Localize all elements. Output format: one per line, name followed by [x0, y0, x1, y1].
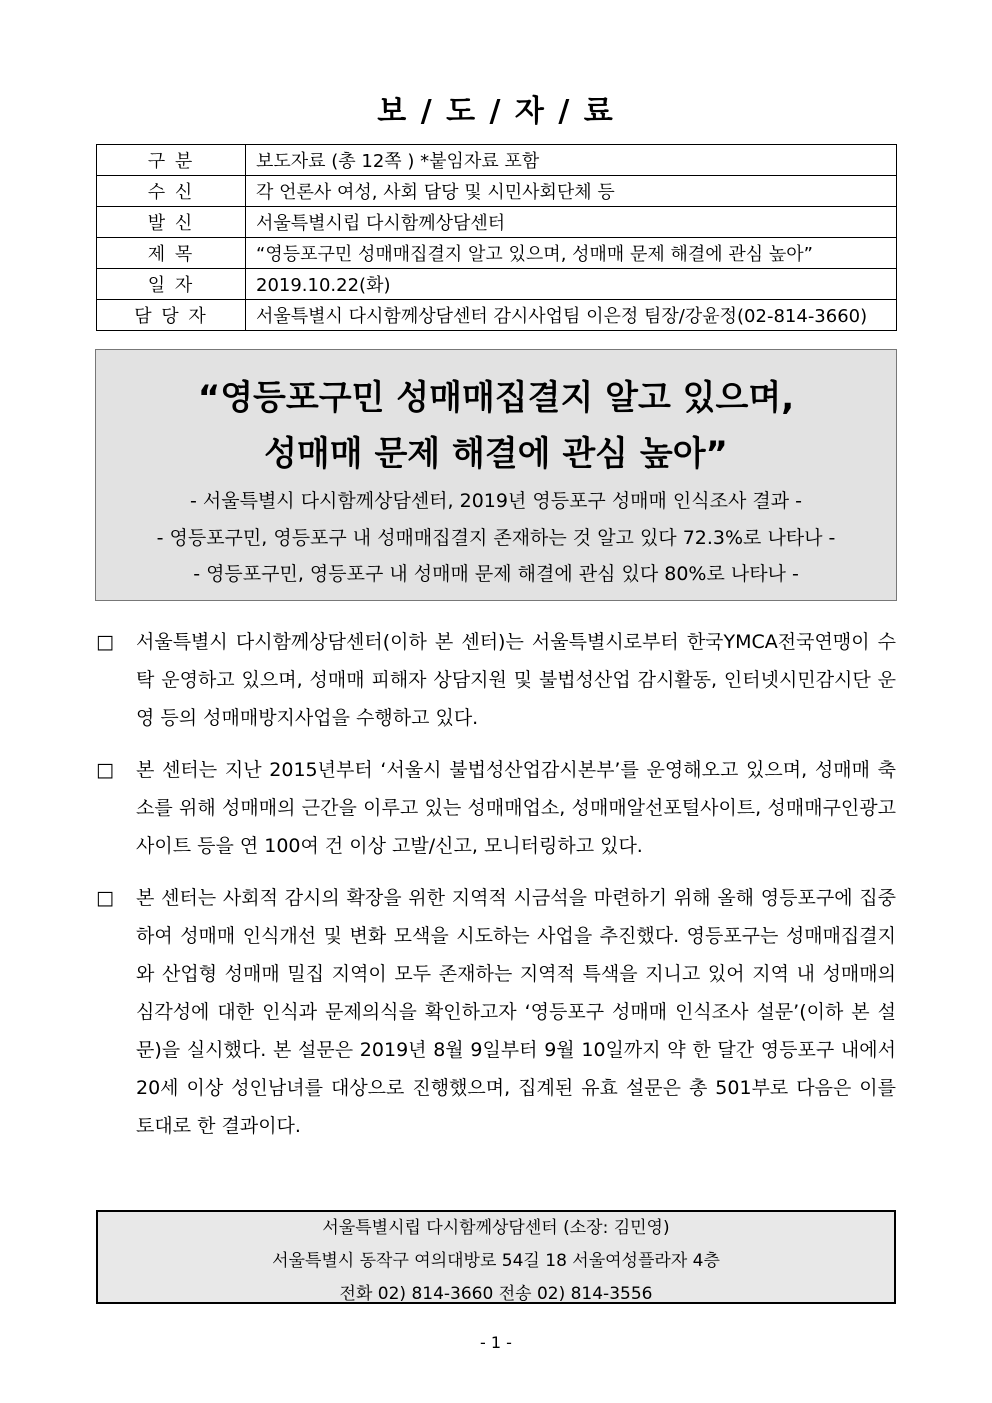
table-row [97, 145, 897, 176]
subheadline: - 서울특별시 다시함께상담센터, 2019년 영등포구 성매매 인식조사 결과 - [190, 490, 802, 512]
meta-value: 서울특별시 다시함께상담센터 감시사업팀 이은정 팀장/강윤정(02-814-3660) [246, 300, 897, 331]
paragraph-text: 본 센터는 사회적 감시의 확장을 위한 지역적 시금석을 마련하기 위해 올해 영등포구에 집중하여 성매매 인식개선 및 변화 모색을 시도하는 사업을 추진했다. 영등포구는 성매매집결지와 산업형 성매매 밀집 지역이 모두 존재하는 지역적 특색을 지니고 있어 지역 내 성매매의 심각성에 대한 인식과 문제의식을 확인하고자 ‘영등포구 성매매 인식조사 설문’(이하 본 설문)을 실시했다. 본 설문은 2019년 8월 9일부터 9월 10일까지 약 한 달간 영등포구 내에서 20세 이상 성인남녀를 대상으로 진행했으며, 집계된 유효 설문은 총 501부로 다음은 이를 토대로 한 결과이다. [136, 887, 896, 1137]
meta-key: 일 자 [97, 269, 246, 300]
table-row [97, 207, 897, 238]
paragraph-text: 서울특별시 다시함께상담센터(이하 본 센터)는 서울특별시로부터 한국YMCA전국연맹이 수탁 운영하고 있으며, 성매매 피해자 상담지원 및 불법성산업 감시활동, 인터넷시민감시단 운영 등의 성매매방지사업을 수행하고 있다. [136, 631, 896, 729]
footer-address: 서울특별시 동작구 여의대방로 54길 18 서울여성플라자 4층 [272, 1251, 720, 1271]
meta-value: 서울특별시립 다시함께상담센터 [246, 207, 897, 238]
body-paragraph [96, 623, 896, 737]
headline-box [95, 349, 897, 601]
meta-key: 발 신 [97, 207, 246, 238]
meta-key: 수 신 [97, 176, 246, 207]
meta-value: 보도자료 (총 12쪽 ) *붙임자료 포함 [246, 145, 897, 176]
contact-footer [96, 1210, 896, 1304]
meta-key: 제 목 [97, 238, 246, 269]
headline-line-1: “영등포구민 성매매집결지 알고 있으며, [197, 378, 795, 418]
subheadline: - 영등포구민, 영등포구 내 성매매집결지 존재하는 것 알고 있다 72.3%로 나타나 - [156, 527, 836, 549]
meta-value: 각 언론사 여성, 사회 담당 및 시민사회단체 등 [246, 176, 897, 207]
body-paragraph [96, 751, 896, 865]
document-title: 보 / 도 / 자 / 료 [377, 94, 615, 129]
subheadline: - 영등포구민, 영등포구 내 성매매 문제 해결에 관심 있다 80%로 나타나 - [193, 563, 799, 585]
table-row [97, 300, 897, 331]
paragraph-text: 본 센터는 지난 2015년부터 ‘서울시 불법성산업감시본부’를 운영해오고 있으며, 성매매 축소를 위해 성매매의 근간을 이루고 있는 성매매업소, 성매매알선포털사이트, 성매매구인광고사이트 등을 연 100여 건 이상 고발/신고, 모니터링하고 있다. [136, 759, 896, 857]
checkbox-bullet-icon: □ [96, 631, 114, 653]
checkbox-bullet-icon: □ [96, 887, 114, 909]
table-row [97, 238, 897, 269]
footer-org: 서울특별시립 다시함께상담센터 (소장: 김민영) [322, 1218, 670, 1238]
meta-value: “영등포구민 성매매집결지 알고 있으며, 성매매 문제 해결에 관심 높아” [246, 238, 897, 269]
press-info-table [96, 144, 897, 331]
footer-phone: 전화 02) 814-3660 전송 02) 814-3556 [339, 1284, 653, 1304]
body-paragraph [96, 879, 896, 1145]
table-row [97, 176, 897, 207]
meta-key: 구 분 [97, 145, 246, 176]
meta-key: 담 당 자 [97, 300, 246, 331]
checkbox-bullet-icon: □ [96, 759, 114, 781]
meta-value: 2019.10.22(화) [246, 269, 897, 300]
page-number: - 1 - [480, 1333, 512, 1352]
headline-line-2: 성매매 문제 해결에 관심 높아” [264, 434, 728, 474]
table-row [97, 269, 897, 300]
